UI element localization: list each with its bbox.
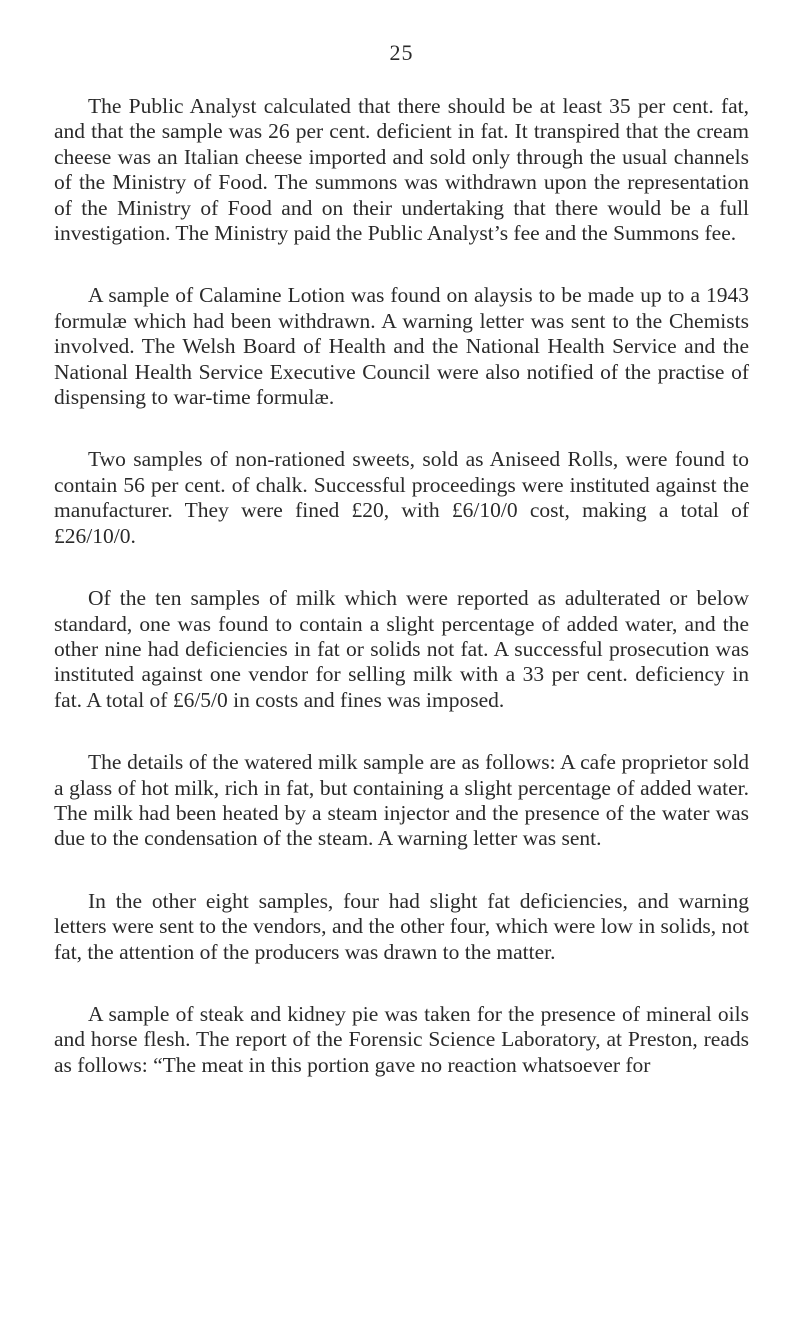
page-number: 25 [389,40,414,65]
paragraph-aniseed-rolls: Two samples of non-rationed sweets, sold as Aniseed Rolls, were found to contain 56 per cent. of chalk. Successful proceedings were instituted against the manufacturer. They were fined £20, with £6/10/0 cost, making a total of £26/10/0. [54,447,749,548]
paragraph-milk-samples: Of the ten samples of milk which were reported as adulterated or below standard, one was found to contain a slight percentage of added water, and the other nine had deficiencies in fat or solids not fat. A successful prosecution was instituted against one vendor for selling milk with a 33 per cent. deficiency in fat. A total of £6/5/0 in costs and fines was imposed. [54,586,749,712]
document-page [54,40,749,1115]
paragraph-calamine-lotion: A sample of Calamine Lotion was found on alaysis to be made up to a 1943 formulæ which had been withdrawn. A warning letter was sent to the Chemists involved. The Welsh Board of Health and the National Health Service and the National Health Service Executive Council were also notified of the practise of dispensing to war-time formulæ. [54,283,749,410]
paragraph-other-eight-samples: In the other eight samples, four had slight fat deficiencies, and warning letters were sent to the vendors, and the other four, which were low in solids, not fat, the attention of the producers was drawn to the matter. [54,888,749,964]
paragraph-cream-cheese: The Public Analyst calculated that there should be at least 35 per cent. fat, and that the sample was 26 per cent. deficient in fat. It transpired that the cream cheese was an Italian cheese imported and sold only through the usual channels of the Ministry of Food. The summons was withdrawn upon the representation of the Ministry of Food and on their undertaking that there would be a full investigation. The Ministry paid the Public Analyst’s fee and the Summons fee. [54,94,749,246]
paragraph-watered-milk: The details of the watered milk sample are as follows: A cafe proprietor sold a glass of hot milk, rich in fat, but containing a slight percentage of added water. The milk had been heated by a steam injector and the presence of the water was due to the condensation of the steam. A warning letter was sent. [54,750,749,851]
paragraph-steak-kidney-pie: A sample of steak and kidney pie was taken for the presence of mineral oils and horse flesh. The report of the Forensic Science Laboratory, at Preston, reads as follows: “The meat in this portion gave no reaction whatsoever for [54,1001,749,1077]
